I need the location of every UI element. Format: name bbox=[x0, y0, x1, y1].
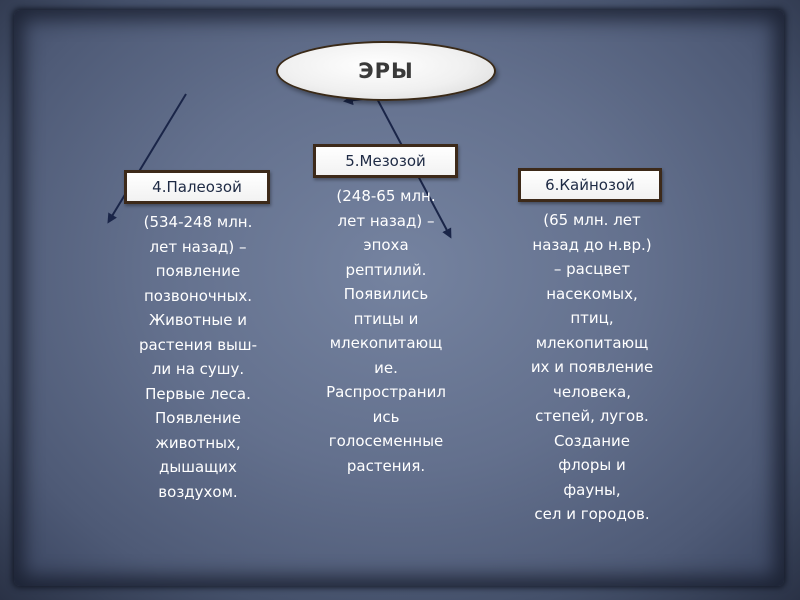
era-box-mesozoic bbox=[313, 144, 458, 178]
era-title-cenozoic: 6.Кайнозой bbox=[545, 176, 635, 194]
era-title-paleozoic: 4.Палеозой bbox=[152, 178, 242, 196]
era-description-mesozoic: (248-65 млн. лет назад) – эпоха рептилий. Появились птицы и млекопитающ ие. Распространил ись голосеменные растения. bbox=[326, 187, 446, 475]
era-description-cenozoic: (65 млн. лет назад до н.вр.) – расцвет насекомых, птиц, млекопитающ их и появление человека, степей, лугов. Создание флоры и фауны, сел и городов. bbox=[530, 211, 654, 523]
root-node-label: ЭРЫ bbox=[358, 59, 414, 83]
era-box-cenozoic bbox=[518, 168, 662, 202]
era-box-paleozoic bbox=[124, 170, 270, 204]
root-node-eras bbox=[276, 41, 496, 101]
era-title-mesozoic: 5.Мезозой bbox=[345, 152, 426, 170]
era-description-paleozoic: (534-248 млн. лет назад) – появление позвоночных. Животные и растения выш- ли на сушу. Первые леса. Появление животных, дышащих воздухом. bbox=[138, 213, 258, 501]
